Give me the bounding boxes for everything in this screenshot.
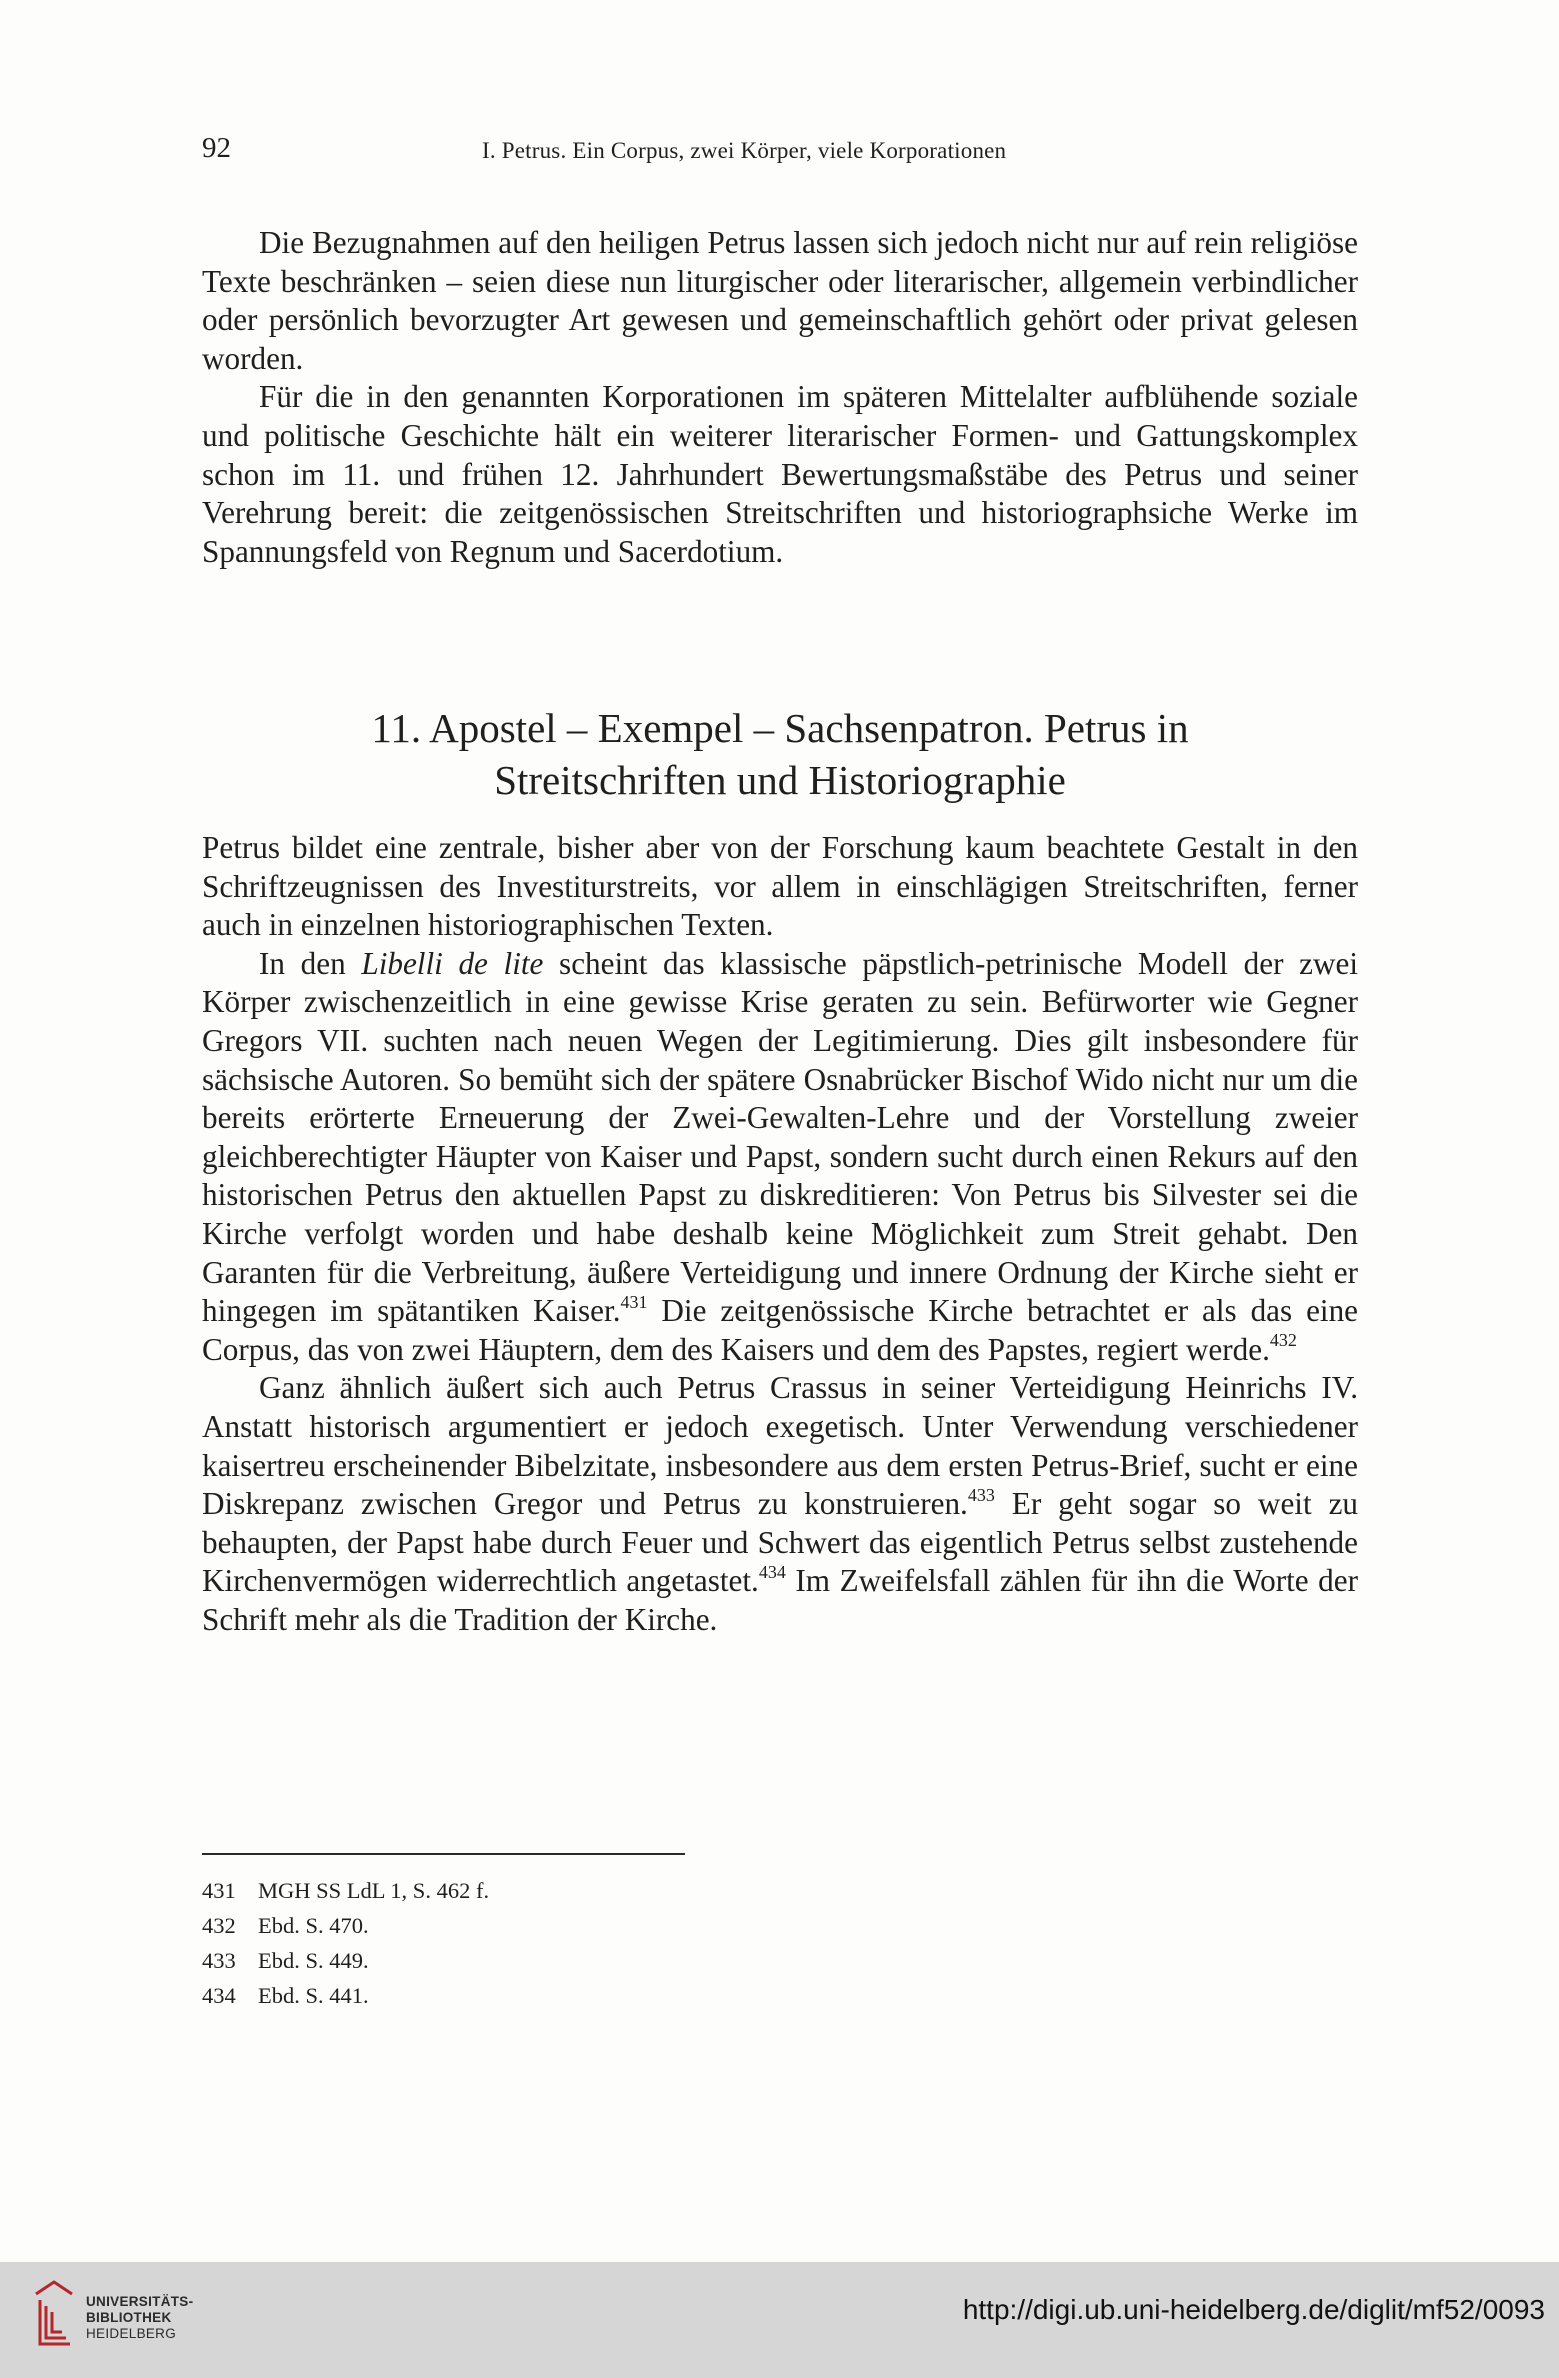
section-text-block bbox=[202, 829, 1358, 1639]
footnote-reference[interactable]: 433 bbox=[967, 1484, 995, 1505]
page-header bbox=[202, 132, 1358, 172]
footnote-text: MGH SS LdL 1, S. 462 f. bbox=[258, 1878, 490, 1903]
page-number: 92 bbox=[202, 132, 231, 164]
text-run: Ganz ähnlich äußert sich auch Petrus Crassus in seiner Verteidigung Heinrichs IV. Anstatt historisch argumentiert er jedoch exegetisch. Unter Verwendung verschiedener kaisertreu erscheinender Bibelzitate, insbesondere aus dem ersten Petrus-Brief, sucht er eine Diskrepanz zwischen Gregor und Petrus zu konstruieren. bbox=[202, 1370, 1358, 1522]
footnote-divider bbox=[202, 1853, 685, 1855]
section-heading-line: 11. Apostel – Exempel – Sachsenpatron. Petrus in bbox=[371, 705, 1189, 751]
footnote-number: 431 bbox=[202, 1878, 236, 1903]
text-run: scheint das klassische päpstlich-petrinische Modell der zwei Körper zwischenzeitlich in eine gewisse Krise geraten zu sein. Befürworter wie Gegner Gregors VII. suchten nach neuen Wegen der Legitimierung. Dies gilt insbesondere für sächsische Autoren. So bemüht sich der spätere Osnabrücker Bischof Wido nicht nur um die bereits erörterte Erneuerung der Zwei-Gewalten-Lehre und der Vorstellung zweier gleichberechtigter Häupter von Kaiser und Papst, sondern sucht durch einen Rekurs auf den historischen Petrus den aktuellen Papst zu diskreditieren: Von Petrus bis Silvester sei die Kirche verfolgt worden und habe deshalb keine Möglichkeit zum Streit gehabt. Den Garanten für die Verbreitung, äußere Verteidigung und innere Ordnung der Kirche sieht er hingegen im spätantiken Kaiser. bbox=[202, 945, 1358, 1329]
paragraph: Petrus bildet eine zentrale, bisher aber von der Forschung kaum beachtete Gestalt in den Schriftzeugnissen des Investiturstreits, vor allem in einschlägigen Streitschriften, ferner auch in einzelnen historiographischen Texten. bbox=[202, 830, 1358, 943]
logo-line: HEIDELBERG bbox=[86, 2326, 177, 2341]
footnote-text: Ebd. S. 470. bbox=[258, 1913, 369, 1938]
running-head: I. Petrus. Ein Corpus, zwei Körper, viele Korporationen bbox=[482, 138, 1007, 163]
footnote-number: 434 bbox=[202, 1983, 236, 2008]
paragraph: Für die in den genannten Korporationen im späteren Mittelalter aufblühende soziale und politische Geschichte hält ein weiterer literarischer Formen- und Gattungskomplex schon im 11. und frühen 12. Jahrhundert Bewertungsmaßstäbe des Petrus und seiner Verehrung bereit: die zeitgenössischen Streitschriften und historiographsiche Werke im Spannungsfeld von Regnum und Sacerdotium. bbox=[202, 379, 1358, 569]
logo-line: BIBLIOTHEK bbox=[86, 2310, 172, 2325]
library-logo-icon bbox=[30, 2274, 78, 2354]
paragraph bbox=[202, 945, 1358, 1370]
section-heading-line: Streitschriften und Historiographie bbox=[494, 757, 1066, 803]
text-run: In den bbox=[259, 945, 362, 981]
footnote bbox=[202, 1873, 1102, 1908]
footnote-text: Ebd. S. 441. bbox=[258, 1983, 369, 2008]
footnote-text: Ebd. S. 449. bbox=[258, 1948, 369, 1973]
intro-text-block bbox=[202, 224, 1358, 571]
footnote bbox=[202, 1908, 1102, 1943]
library-logo[interactable] bbox=[30, 2274, 210, 2354]
footnote bbox=[202, 1943, 1102, 1978]
digital-copy-url[interactable]: http://digi.ub.uni-heidelberg.de/diglit/mf52/0093 bbox=[962, 2294, 1545, 2325]
text-run: Die zeitgenössische Kirche betrachtet er als das eine Corpus, das von zwei Häuptern, dem des Kaisers und dem des Papstes, regiert werde. bbox=[202, 1293, 1359, 1367]
library-logo-text bbox=[86, 2294, 193, 2342]
footnotes bbox=[202, 1873, 1102, 2013]
library-footer bbox=[0, 2262, 1559, 2378]
footnote-reference[interactable]: 434 bbox=[758, 1561, 786, 1582]
text-run: Er geht sogar so weit zu behaupten, der Papst habe durch Feuer und Schwert das eigentlich Petrus selbst zustehende Kirchenvermögen widerrechtlich angetastet. bbox=[202, 1486, 1358, 1599]
text-run: Im Zweifelsfall zählen für ihn die Worte der Schrift mehr als die Tradition der Kirche. bbox=[202, 1563, 1358, 1637]
footnote bbox=[202, 1978, 1102, 2013]
footnote-number: 432 bbox=[202, 1913, 236, 1938]
footnote-reference[interactable]: 431 bbox=[620, 1291, 648, 1312]
paragraph bbox=[202, 1369, 1358, 1639]
logo-line: UNIVERSITÄTS- bbox=[86, 2294, 194, 2309]
section-heading bbox=[202, 702, 1358, 806]
footnote-number: 433 bbox=[202, 1948, 236, 1973]
paragraph: Die Bezugnahmen auf den heiligen Petrus lassen sich jedoch nicht nur auf rein religiöse Texte beschränken – seien diese nun liturgischer oder literarischer, allgemein verbindlicher oder persönlich bevorzugter Art gewesen und gemeinschaftlich gehört oder privat gelesen worden. bbox=[202, 225, 1358, 376]
italic-title: Libelli de lite bbox=[361, 945, 544, 981]
footnote-reference[interactable]: 432 bbox=[1269, 1330, 1297, 1351]
